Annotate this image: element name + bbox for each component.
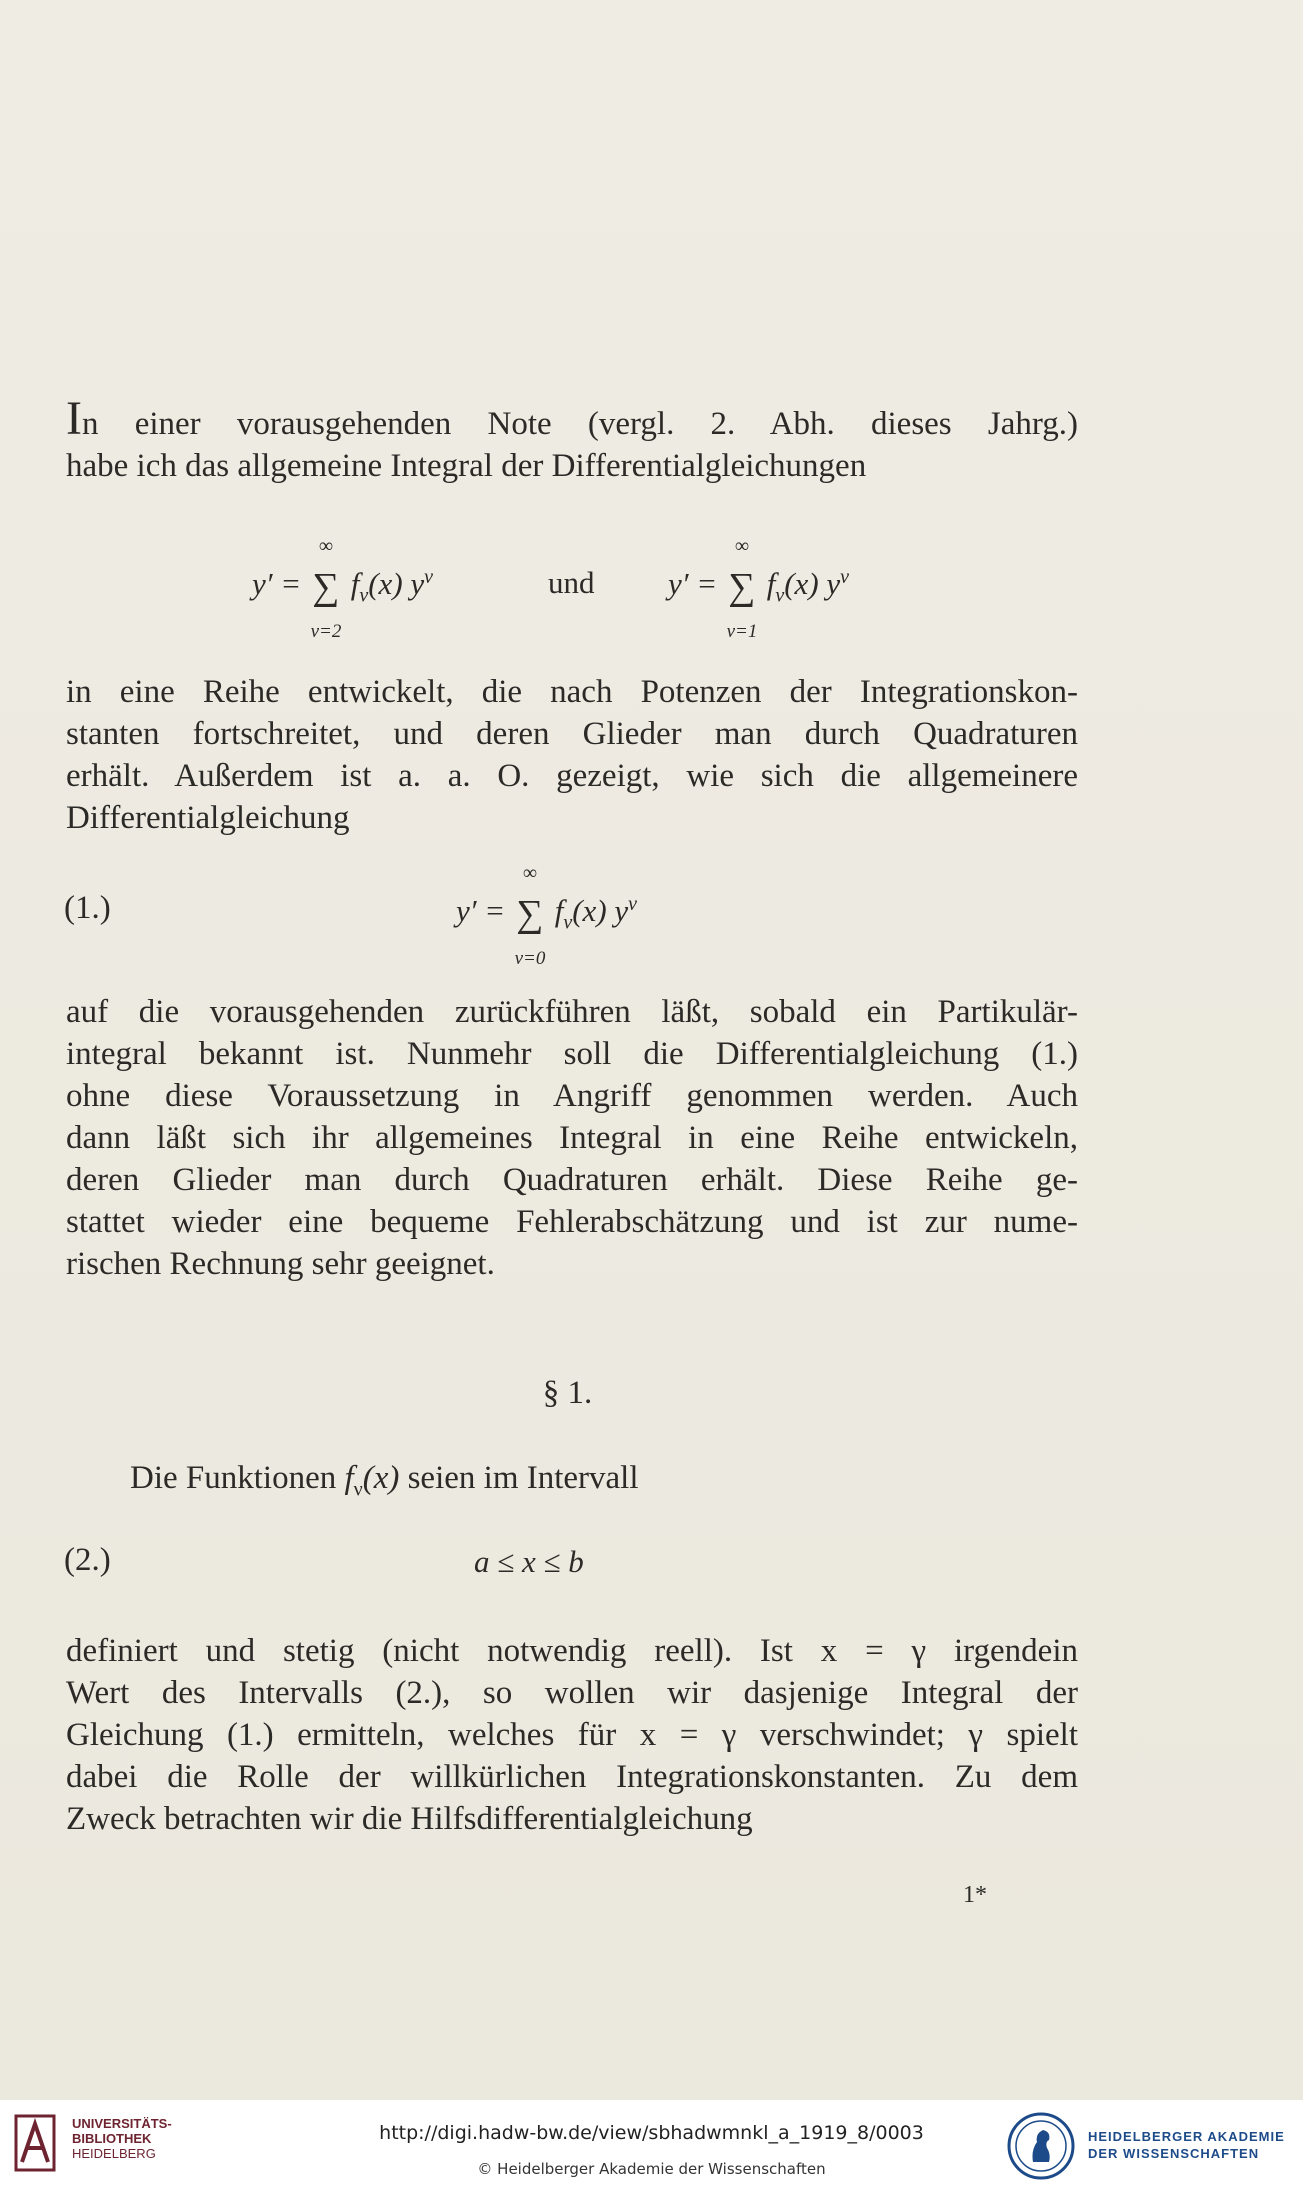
library-line-2: BIBLIOTHEK — [72, 2131, 152, 2146]
sum-operator-2 — [725, 535, 759, 642]
formula-connector: und — [548, 565, 595, 600]
formula-lhs: y′ = — [252, 566, 302, 602]
eq1-sum-symbol: ∑ — [516, 893, 544, 935]
formula-sum-nu1 — [668, 535, 850, 642]
p4-f: f — [344, 1460, 354, 1496]
intro-line-2: habe ich das allgemeine Integral der Differentialgleichungen — [66, 448, 867, 484]
formula-arg: (x) y — [368, 566, 425, 602]
eq1-sup: ν — [628, 892, 638, 915]
p2-line-4: Differentialgleichung — [66, 800, 350, 836]
p5-line-5: Zweck betrachten wir die Hilfsdifferentialgleichung — [66, 1801, 753, 1837]
formula-arg-2: (x) y — [784, 566, 841, 602]
academy-line-2: DER WISSENSCHAFTEN — [1088, 2146, 1260, 2161]
page-signature: 1* — [963, 1882, 987, 1908]
p3-line-7: rischen Rechnung sehr geeignet. — [66, 1246, 495, 1282]
equation-number-1: (1.) — [64, 890, 111, 926]
sum-operator — [309, 535, 343, 642]
p5-line-3: Gleichung (1.) ermitteln, welches für x = γ verschwindet; γ spielt — [66, 1717, 1078, 1753]
p4-arg: (x) — [362, 1460, 400, 1496]
equation-number-2: (2.) — [64, 1542, 111, 1578]
section-heading: § 1. — [542, 1375, 593, 1411]
p3-line-4: dann läßt sich ihr allgemeines Integral in eine Reihe entwickeln, — [66, 1120, 1078, 1156]
sum-lower-2: ν=1 — [726, 621, 758, 642]
paragraph-5 — [66, 1630, 1078, 1840]
eq1-sum-lower: ν=0 — [514, 948, 546, 969]
formula-sub: ν — [359, 584, 369, 607]
p2-line-1: in eine Reihe entwickelt, die nach Potenzen der Integrationskon- — [66, 674, 1078, 710]
paragraph-2 — [66, 671, 1078, 839]
academy-seal-icon[interactable] — [1005, 2110, 1077, 2182]
sum-symbol: ∑ — [312, 566, 340, 608]
eq1-sub: ν — [563, 911, 573, 934]
p3-line-6: stattet wieder eine bequeme Fehlerabschätzung und ist zur nume- — [66, 1204, 1078, 1240]
permalink-url[interactable]: http://digi.hadw-bw.de/view/sbhadwmnkl_a_1919_8/0003 — [379, 2122, 924, 2144]
intro-paragraph — [66, 392, 1078, 487]
p5-line-4: dabei die Rolle der willkürlichen Integrationskonstanten. Zu dem — [66, 1759, 1078, 1795]
p3-line-3: ohne diese Voraussetzung in Angriff genommen werden. Auch — [66, 1078, 1078, 1114]
formula-sub-2: ν — [775, 584, 785, 607]
library-line-3: HEIDELBERG — [72, 2146, 156, 2161]
equation-2: a ≤ x ≤ b — [474, 1544, 584, 1579]
p4-before: Die Funktionen — [130, 1460, 345, 1496]
copyright-notice: © Heidelberger Akademie der Wissenschaften — [477, 2160, 826, 2178]
equation-1 — [456, 862, 638, 969]
academy-name[interactable] — [1088, 2128, 1285, 2162]
eq1-sum-upper: ∞ — [522, 862, 538, 884]
formula-f-2: f — [766, 566, 776, 602]
eq1-sum-operator — [513, 862, 547, 969]
intro-text-1: n einer vorausgehenden Note (vergl. 2. Abh. dieses Jahrg.) — [81, 406, 1078, 442]
p3-line-1: auf die vorausgehenden zurückführen läßt, sobald ein Partikulär- — [66, 994, 1078, 1030]
eq1-arg: (x) y — [572, 893, 629, 929]
formula-sum-nu2 — [252, 535, 434, 642]
paragraph-3 — [66, 991, 1078, 1285]
formula-f: f — [350, 566, 360, 602]
p3-line-2: integral bekannt ist. Nunmehr soll die Differentialgleichung (1.) — [66, 1036, 1078, 1072]
p2-line-2: stanten fortschreitet, und deren Glieder man durch Quadraturen — [66, 716, 1078, 752]
sum-lower: ν=2 — [310, 621, 342, 642]
paragraph-4 — [130, 1457, 830, 1511]
sum-upper-2: ∞ — [734, 535, 750, 557]
p4-sub: ν — [353, 1478, 363, 1501]
eq1-lhs: y′ = — [456, 893, 506, 929]
formula-sup-2: ν — [840, 565, 850, 588]
formula-lhs-2: y′ = — [668, 566, 718, 602]
sum-upper: ∞ — [318, 535, 334, 557]
drop-cap: I — [66, 392, 82, 445]
formula-sup: ν — [424, 565, 434, 588]
eq1-f: f — [554, 893, 564, 929]
sum-symbol-2: ∑ — [728, 566, 756, 608]
p4-after: seien im Intervall — [399, 1460, 639, 1496]
p2-line-3: erhält. Außerdem ist a. a. O. gezeigt, wie sich die allgemeinere — [66, 758, 1078, 794]
academy-line-1: HEIDELBERGER AKADEMIE — [1088, 2129, 1285, 2144]
p3-line-5: deren Glieder man durch Quadraturen erhält. Diese Reihe ge- — [66, 1162, 1078, 1198]
intro-line-1 — [66, 392, 1078, 445]
p5-line-1: definiert und stetig (nicht notwendig reell). Ist x = γ irgendein — [66, 1633, 1078, 1669]
library-line-1: UNIVERSITÄTS- — [72, 2116, 172, 2131]
p5-line-2: Wert des Intervalls (2.), so wollen wir dasjenige Integral der — [66, 1675, 1078, 1711]
